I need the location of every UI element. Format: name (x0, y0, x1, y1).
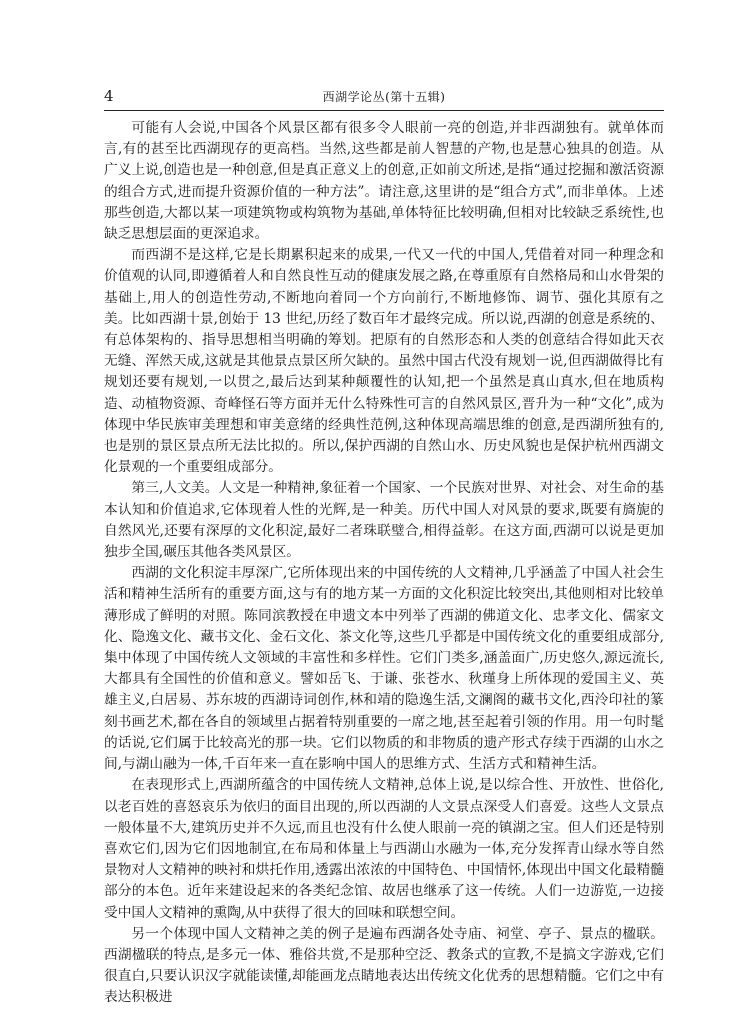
paragraph: 在表现形式上,西湖所蕴含的中国传统人文精神,总体上说,是以综合性、开放性、世俗化,以老百姓的喜怒哀乐为依归的面目出现的,所以西湖的人文景点深受人们喜爱。这些人文景点一般体量不大,建筑历史并不久远,而且也没有什么使人眼前一亮的镇湖之宝。但人们还是特别喜欢它们,因为它们因地制宜,在布局和体量上与西湖山水融为一体,充分发挥青山绿水等自然景物对人文精神的映衬和烘托作用,透露出浓浓的中国特色、中国情怀,体现出中国文化最精髓部分的本色。近年来建设起来的各类纪念馆、故居也继承了这一传统。人们一边游览,一边接受中国人文精神的熏陶,从中获得了很大的回味和联想空间。 (104, 777, 664, 921)
running-title: 西湖学论丛(第十五辑) (322, 90, 446, 104)
page-number: 4 (104, 87, 114, 105)
header-rule (104, 110, 664, 111)
paragraph: 另一个体现中国人文精神之美的例子是遍布西湖各处寺庙、祠堂、亭子、景点的楹联。西湖楹联的特点,是多元一体、雅俗共赏,不是那种空泛、教条式的宣教,不是搞文字游戏,它们很直白,只要认识汉字就能读懂,却能画龙点睛地表达出传统文化优秀的思想精髓。它们之中有表达积极进 (104, 925, 664, 1006)
page-header (104, 86, 664, 108)
paragraph: 西湖的文化积淀丰厚深广,它所体现出来的中国传统的人文精神,几乎涵盖了中国人社会生活和精神生活所有的重要方面,这与有的地方某一方面的文化积淀比较突出,其他则相对比较单薄形成了鲜明的对照。陈同滨教授在申遗文本中列举了西湖的佛道文化、忠孝文化、儒家文化、隐逸文化、藏书文化、金石文化、茶文化等,这些几乎都是中国传统文化的重要组成部分,集中体现了中国传统人文领域的丰富性和多样性。它们门类多,涵盖面广,历史悠久,源远流长,大都具有全国性的价值和意义。譬如岳飞、于谦、张苍水、秋瑾身上所体现的爱国主义、英雄主义,白居易、苏东坡的西湖诗词创作,林和靖的隐逸生活,文澜阁的藏书文化,西泠印社的篆刻书画艺术,都在各自的领域里占据着特别重要的一席之地,甚至起着引领的作用。用一句时髦的话说,它们属于比较高光的那一块。它们以物质的和非物质的遗产形式存续于西湖的山水之间,与湖山融为一体,千百年来一直在影响中国人的思维方式、生活方式和精神生活。 (104, 565, 664, 773)
paragraph: 第三,人文美。人文是一种精神,象征着一个国家、一个民族对世界、对社会、对生命的基本认知和价值追求,它体现着人性的光辉,是一种美。历代中国人对风景的要求,既要有旖旎的自然风光,还要有深厚的文化积淀,最好二者珠联璧合,相得益彰。在这方面,西湖可以说是更加独步全国,碾压其他各类风景区。 (104, 480, 664, 561)
paragraph: 而西湖不是这样,它是长期累积起来的成果,一代又一代的中国人,凭借着对同一种理念和价值观的认同,即遵循着人和自然良性互动的健康发展之路,在尊重原有自然格局和山水骨架的基础上,用人的创造性劳动,不断地向着同一个方向前行,不断地修饰、调节、强化其原有之美。比如西湖十景,创始于 13 世纪,历经了数百年才最终完成。所以说,西湖的创意是系统的、有总体架构的、指导思想相当明确的筹划。把原有的自然形态和人类的创意结合得如此天衣无缝、浑然天成,这就是其他景点景区所欠缺的。虽然中国古代没有规划一说,但西湖做得比有规划还要有规划,一以贯之,最后达到某种颠覆性的认知,把一个虽然是真山真水,但在地质构造、动植物资源、奇峰怪石等方面并无什么特殊性可言的自然风景区,晋升为一种“文化”,成为体现中华民族审美理想和审美意绪的经典性范例,这种体现高端思维的创意,是西湖所独有的,也是别的景区景点所无法比拟的。所以,保护西湖的自然山水、历史风貌也是保护杭州西湖文化景观的一个重要组成部分。 (104, 247, 664, 476)
body-text (104, 118, 664, 1009)
paragraph: 可能有人会说,中国各个风景区都有很多令人眼前一亮的创造,并非西湖独有。就单体而言,有的甚至比西湖现存的更高档。当然,这些都是前人智慧的产物,也是慧心独具的创造。从广义上说,创造也是一种创意,但是真正意义上的创意,正如前文所述,是指“通过挖掘和激活资源的组合方式,进而提升资源价值的一种方法”。请注意,这里讲的是“组合方式”,而非单体。上述那些创造,大都以某一项建筑物或构筑物为基础,单体特征比较明确,但相对比较缺乏系统性,也缺乏思想层面的更深追求。 (104, 120, 664, 243)
